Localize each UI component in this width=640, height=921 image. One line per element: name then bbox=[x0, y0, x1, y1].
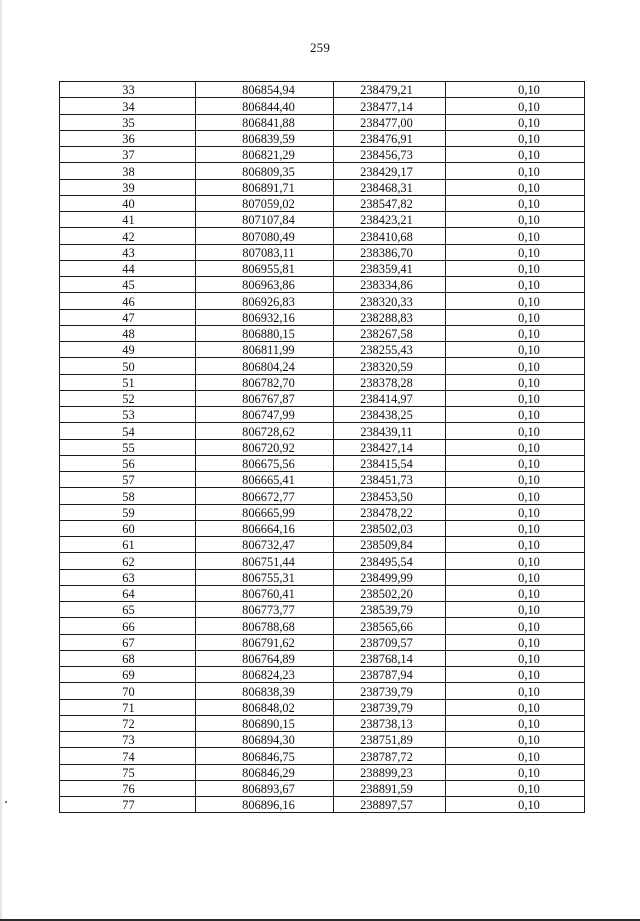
value-cell: 0,10 bbox=[446, 455, 585, 471]
x-coordinate-cell: 806955,81 bbox=[196, 260, 334, 276]
table-row bbox=[60, 82, 585, 98]
value-cell: 0,10 bbox=[446, 699, 585, 715]
point-number-cell: 37 bbox=[60, 147, 196, 163]
scan-edge-left bbox=[0, 0, 2, 921]
value-cell: 0,10 bbox=[446, 277, 585, 293]
point-number-cell: 33 bbox=[60, 82, 196, 98]
point-number-cell: 75 bbox=[60, 764, 196, 780]
x-coordinate-cell: 807080,49 bbox=[196, 228, 334, 244]
x-coordinate-cell: 806764,89 bbox=[196, 650, 334, 666]
value-cell: 0,10 bbox=[446, 488, 585, 504]
x-coordinate-cell: 806854,94 bbox=[196, 82, 334, 98]
table-row bbox=[60, 634, 585, 650]
table-row bbox=[60, 618, 585, 634]
y-coordinate-cell: 238499,99 bbox=[334, 569, 446, 585]
value-cell: 0,10 bbox=[446, 358, 585, 374]
table-row bbox=[60, 472, 585, 488]
x-coordinate-cell: 806824,23 bbox=[196, 667, 334, 683]
y-coordinate-cell: 238439,11 bbox=[334, 423, 446, 439]
x-coordinate-cell: 806665,41 bbox=[196, 472, 334, 488]
value-cell: 0,10 bbox=[446, 130, 585, 146]
value-cell: 0,10 bbox=[446, 732, 585, 748]
table-row bbox=[60, 732, 585, 748]
point-number-cell: 62 bbox=[60, 553, 196, 569]
y-coordinate-cell: 238479,21 bbox=[334, 82, 446, 98]
x-coordinate-cell: 806926,83 bbox=[196, 293, 334, 309]
y-coordinate-cell: 238476,91 bbox=[334, 130, 446, 146]
x-coordinate-cell: 806896,16 bbox=[196, 797, 334, 813]
scan-speck bbox=[5, 801, 7, 803]
table-row bbox=[60, 195, 585, 211]
y-coordinate-cell: 238386,70 bbox=[334, 244, 446, 260]
y-coordinate-cell: 238334,86 bbox=[334, 277, 446, 293]
x-coordinate-cell: 806751,44 bbox=[196, 553, 334, 569]
point-number-cell: 69 bbox=[60, 667, 196, 683]
point-number-cell: 47 bbox=[60, 309, 196, 325]
y-coordinate-cell: 238320,59 bbox=[334, 358, 446, 374]
point-number-cell: 50 bbox=[60, 358, 196, 374]
value-cell: 0,10 bbox=[446, 780, 585, 796]
x-coordinate-cell: 806760,41 bbox=[196, 585, 334, 601]
table-row bbox=[60, 764, 585, 780]
y-coordinate-cell: 238429,17 bbox=[334, 163, 446, 179]
y-coordinate-cell: 238477,14 bbox=[334, 98, 446, 114]
point-number-cell: 70 bbox=[60, 683, 196, 699]
value-cell: 0,10 bbox=[446, 195, 585, 211]
x-coordinate-cell: 807083,11 bbox=[196, 244, 334, 260]
table-row bbox=[60, 667, 585, 683]
point-number-cell: 71 bbox=[60, 699, 196, 715]
value-cell: 0,10 bbox=[446, 472, 585, 488]
table-row bbox=[60, 748, 585, 764]
table-row bbox=[60, 602, 585, 618]
table-row bbox=[60, 683, 585, 699]
table-row bbox=[60, 439, 585, 455]
x-coordinate-cell: 806767,87 bbox=[196, 390, 334, 406]
y-coordinate-cell: 238547,82 bbox=[334, 195, 446, 211]
table-row bbox=[60, 699, 585, 715]
table-row bbox=[60, 179, 585, 195]
value-cell: 0,10 bbox=[446, 650, 585, 666]
table-row bbox=[60, 114, 585, 130]
y-coordinate-cell: 238438,25 bbox=[334, 407, 446, 423]
point-number-cell: 36 bbox=[60, 130, 196, 146]
x-coordinate-cell: 806880,15 bbox=[196, 325, 334, 341]
x-coordinate-cell: 806675,56 bbox=[196, 455, 334, 471]
point-number-cell: 46 bbox=[60, 293, 196, 309]
table-row bbox=[60, 342, 585, 358]
point-number-cell: 72 bbox=[60, 715, 196, 731]
point-number-cell: 56 bbox=[60, 455, 196, 471]
point-number-cell: 65 bbox=[60, 602, 196, 618]
y-coordinate-cell: 238427,14 bbox=[334, 439, 446, 455]
value-cell: 0,10 bbox=[446, 98, 585, 114]
value-cell: 0,10 bbox=[446, 715, 585, 731]
value-cell: 0,10 bbox=[446, 764, 585, 780]
y-coordinate-cell: 238378,28 bbox=[334, 374, 446, 390]
x-coordinate-cell: 806846,29 bbox=[196, 764, 334, 780]
y-coordinate-cell: 238288,83 bbox=[334, 309, 446, 325]
table-row bbox=[60, 780, 585, 796]
point-number-cell: 74 bbox=[60, 748, 196, 764]
point-number-cell: 48 bbox=[60, 325, 196, 341]
point-number-cell: 60 bbox=[60, 520, 196, 536]
x-coordinate-cell: 806747,99 bbox=[196, 407, 334, 423]
x-coordinate-cell: 806890,15 bbox=[196, 715, 334, 731]
point-number-cell: 66 bbox=[60, 618, 196, 634]
value-cell: 0,10 bbox=[446, 634, 585, 650]
value-cell: 0,10 bbox=[446, 212, 585, 228]
point-number-cell: 51 bbox=[60, 374, 196, 390]
y-coordinate-cell: 238891,59 bbox=[334, 780, 446, 796]
table-row bbox=[60, 569, 585, 585]
x-coordinate-cell: 806804,24 bbox=[196, 358, 334, 374]
table-row bbox=[60, 537, 585, 553]
value-cell: 0,10 bbox=[446, 309, 585, 325]
x-coordinate-cell: 806963,86 bbox=[196, 277, 334, 293]
x-coordinate-cell: 806844,40 bbox=[196, 98, 334, 114]
x-coordinate-cell: 806846,75 bbox=[196, 748, 334, 764]
x-coordinate-cell: 806891,71 bbox=[196, 179, 334, 195]
table-row bbox=[60, 309, 585, 325]
point-number-cell: 42 bbox=[60, 228, 196, 244]
value-cell: 0,10 bbox=[446, 520, 585, 536]
y-coordinate-cell: 238477,00 bbox=[334, 114, 446, 130]
value-cell: 0,10 bbox=[446, 569, 585, 585]
y-coordinate-cell: 238468,31 bbox=[334, 179, 446, 195]
x-coordinate-cell: 806732,47 bbox=[196, 537, 334, 553]
point-number-cell: 68 bbox=[60, 650, 196, 666]
y-coordinate-cell: 238255,43 bbox=[334, 342, 446, 358]
table-row bbox=[60, 488, 585, 504]
point-number-cell: 44 bbox=[60, 260, 196, 276]
x-coordinate-cell: 806782,70 bbox=[196, 374, 334, 390]
x-coordinate-cell: 807059,02 bbox=[196, 195, 334, 211]
x-coordinate-cell: 806665,99 bbox=[196, 504, 334, 520]
value-cell: 0,10 bbox=[446, 748, 585, 764]
y-coordinate-cell: 238738,13 bbox=[334, 715, 446, 731]
point-number-cell: 35 bbox=[60, 114, 196, 130]
y-coordinate-cell: 238495,54 bbox=[334, 553, 446, 569]
y-coordinate-cell: 238897,57 bbox=[334, 797, 446, 813]
table-row bbox=[60, 228, 585, 244]
y-coordinate-cell: 238709,57 bbox=[334, 634, 446, 650]
point-number-cell: 53 bbox=[60, 407, 196, 423]
value-cell: 0,10 bbox=[446, 585, 585, 601]
x-coordinate-cell: 806821,29 bbox=[196, 147, 334, 163]
value-cell: 0,10 bbox=[446, 342, 585, 358]
table-row bbox=[60, 553, 585, 569]
coordinates-table-body bbox=[60, 82, 585, 813]
point-number-cell: 73 bbox=[60, 732, 196, 748]
point-number-cell: 64 bbox=[60, 585, 196, 601]
y-coordinate-cell: 238502,20 bbox=[334, 585, 446, 601]
y-coordinate-cell: 238565,66 bbox=[334, 618, 446, 634]
table-row bbox=[60, 455, 585, 471]
x-coordinate-cell: 806894,30 bbox=[196, 732, 334, 748]
point-number-cell: 57 bbox=[60, 472, 196, 488]
table-row bbox=[60, 374, 585, 390]
x-coordinate-cell: 806672,77 bbox=[196, 488, 334, 504]
table-row bbox=[60, 325, 585, 341]
page-number: 259 bbox=[309, 40, 331, 55]
point-number-cell: 40 bbox=[60, 195, 196, 211]
value-cell: 0,10 bbox=[446, 260, 585, 276]
value-cell: 0,10 bbox=[446, 228, 585, 244]
value-cell: 0,10 bbox=[446, 537, 585, 553]
point-number-cell: 34 bbox=[60, 98, 196, 114]
value-cell: 0,10 bbox=[446, 667, 585, 683]
value-cell: 0,10 bbox=[446, 179, 585, 195]
point-number-cell: 59 bbox=[60, 504, 196, 520]
point-number-cell: 67 bbox=[60, 634, 196, 650]
y-coordinate-cell: 238451,73 bbox=[334, 472, 446, 488]
x-coordinate-cell: 806755,31 bbox=[196, 569, 334, 585]
point-number-cell: 55 bbox=[60, 439, 196, 455]
table-row bbox=[60, 163, 585, 179]
x-coordinate-cell: 806932,16 bbox=[196, 309, 334, 325]
x-coordinate-cell: 806720,92 bbox=[196, 439, 334, 455]
table-row bbox=[60, 130, 585, 146]
x-coordinate-cell: 806664,16 bbox=[196, 520, 334, 536]
y-coordinate-cell: 238539,79 bbox=[334, 602, 446, 618]
value-cell: 0,10 bbox=[446, 407, 585, 423]
y-coordinate-cell: 238787,94 bbox=[334, 667, 446, 683]
table-row bbox=[60, 797, 585, 813]
value-cell: 0,10 bbox=[446, 114, 585, 130]
table-row bbox=[60, 520, 585, 536]
point-number-cell: 49 bbox=[60, 342, 196, 358]
coordinates-table bbox=[59, 81, 585, 813]
x-coordinate-cell: 806728,62 bbox=[196, 423, 334, 439]
point-number-cell: 41 bbox=[60, 212, 196, 228]
x-coordinate-cell: 806788,68 bbox=[196, 618, 334, 634]
table-row bbox=[60, 147, 585, 163]
value-cell: 0,10 bbox=[446, 439, 585, 455]
table-row bbox=[60, 715, 585, 731]
y-coordinate-cell: 238751,89 bbox=[334, 732, 446, 748]
x-coordinate-cell: 806838,39 bbox=[196, 683, 334, 699]
x-coordinate-cell: 806773,77 bbox=[196, 602, 334, 618]
y-coordinate-cell: 238899,23 bbox=[334, 764, 446, 780]
y-coordinate-cell: 238410,68 bbox=[334, 228, 446, 244]
value-cell: 0,10 bbox=[446, 82, 585, 98]
x-coordinate-cell: 807107,84 bbox=[196, 212, 334, 228]
x-coordinate-cell: 806848,02 bbox=[196, 699, 334, 715]
y-coordinate-cell: 238478,22 bbox=[334, 504, 446, 520]
table-row bbox=[60, 585, 585, 601]
x-coordinate-cell: 806841,88 bbox=[196, 114, 334, 130]
point-number-cell: 38 bbox=[60, 163, 196, 179]
value-cell: 0,10 bbox=[446, 374, 585, 390]
y-coordinate-cell: 238414,97 bbox=[334, 390, 446, 406]
value-cell: 0,10 bbox=[446, 293, 585, 309]
point-number-cell: 58 bbox=[60, 488, 196, 504]
x-coordinate-cell: 806791,62 bbox=[196, 634, 334, 650]
value-cell: 0,10 bbox=[446, 504, 585, 520]
x-coordinate-cell: 806839,59 bbox=[196, 130, 334, 146]
x-coordinate-cell: 806811,99 bbox=[196, 342, 334, 358]
table-row bbox=[60, 244, 585, 260]
value-cell: 0,10 bbox=[446, 423, 585, 439]
table-row bbox=[60, 504, 585, 520]
y-coordinate-cell: 238739,79 bbox=[334, 699, 446, 715]
y-coordinate-cell: 238320,33 bbox=[334, 293, 446, 309]
point-number-cell: 61 bbox=[60, 537, 196, 553]
point-number-cell: 39 bbox=[60, 179, 196, 195]
table-row bbox=[60, 407, 585, 423]
point-number-cell: 43 bbox=[60, 244, 196, 260]
point-number-cell: 45 bbox=[60, 277, 196, 293]
y-coordinate-cell: 238359,41 bbox=[334, 260, 446, 276]
value-cell: 0,10 bbox=[446, 602, 585, 618]
table-row bbox=[60, 423, 585, 439]
value-cell: 0,10 bbox=[446, 797, 585, 813]
value-cell: 0,10 bbox=[446, 683, 585, 699]
table-row bbox=[60, 260, 585, 276]
table-row bbox=[60, 293, 585, 309]
point-number-cell: 54 bbox=[60, 423, 196, 439]
value-cell: 0,10 bbox=[446, 553, 585, 569]
table-row bbox=[60, 98, 585, 114]
y-coordinate-cell: 238423,21 bbox=[334, 212, 446, 228]
table-row bbox=[60, 358, 585, 374]
point-number-cell: 76 bbox=[60, 780, 196, 796]
y-coordinate-cell: 238739,79 bbox=[334, 683, 446, 699]
y-coordinate-cell: 238502,03 bbox=[334, 520, 446, 536]
value-cell: 0,10 bbox=[446, 390, 585, 406]
value-cell: 0,10 bbox=[446, 163, 585, 179]
y-coordinate-cell: 238787,72 bbox=[334, 748, 446, 764]
table-row bbox=[60, 390, 585, 406]
point-number-cell: 52 bbox=[60, 390, 196, 406]
y-coordinate-cell: 238267,58 bbox=[334, 325, 446, 341]
y-coordinate-cell: 238509,84 bbox=[334, 537, 446, 553]
x-coordinate-cell: 806809,35 bbox=[196, 163, 334, 179]
coordinates-table-container bbox=[59, 81, 584, 813]
point-number-cell: 63 bbox=[60, 569, 196, 585]
table-row bbox=[60, 277, 585, 293]
value-cell: 0,10 bbox=[446, 147, 585, 163]
point-number-cell: 77 bbox=[60, 797, 196, 813]
table-row bbox=[60, 212, 585, 228]
value-cell: 0,10 bbox=[446, 244, 585, 260]
y-coordinate-cell: 238415,54 bbox=[334, 455, 446, 471]
value-cell: 0,10 bbox=[446, 325, 585, 341]
y-coordinate-cell: 238768,14 bbox=[334, 650, 446, 666]
y-coordinate-cell: 238453,50 bbox=[334, 488, 446, 504]
y-coordinate-cell: 238456,73 bbox=[334, 147, 446, 163]
x-coordinate-cell: 806893,67 bbox=[196, 780, 334, 796]
value-cell: 0,10 bbox=[446, 618, 585, 634]
table-row bbox=[60, 650, 585, 666]
